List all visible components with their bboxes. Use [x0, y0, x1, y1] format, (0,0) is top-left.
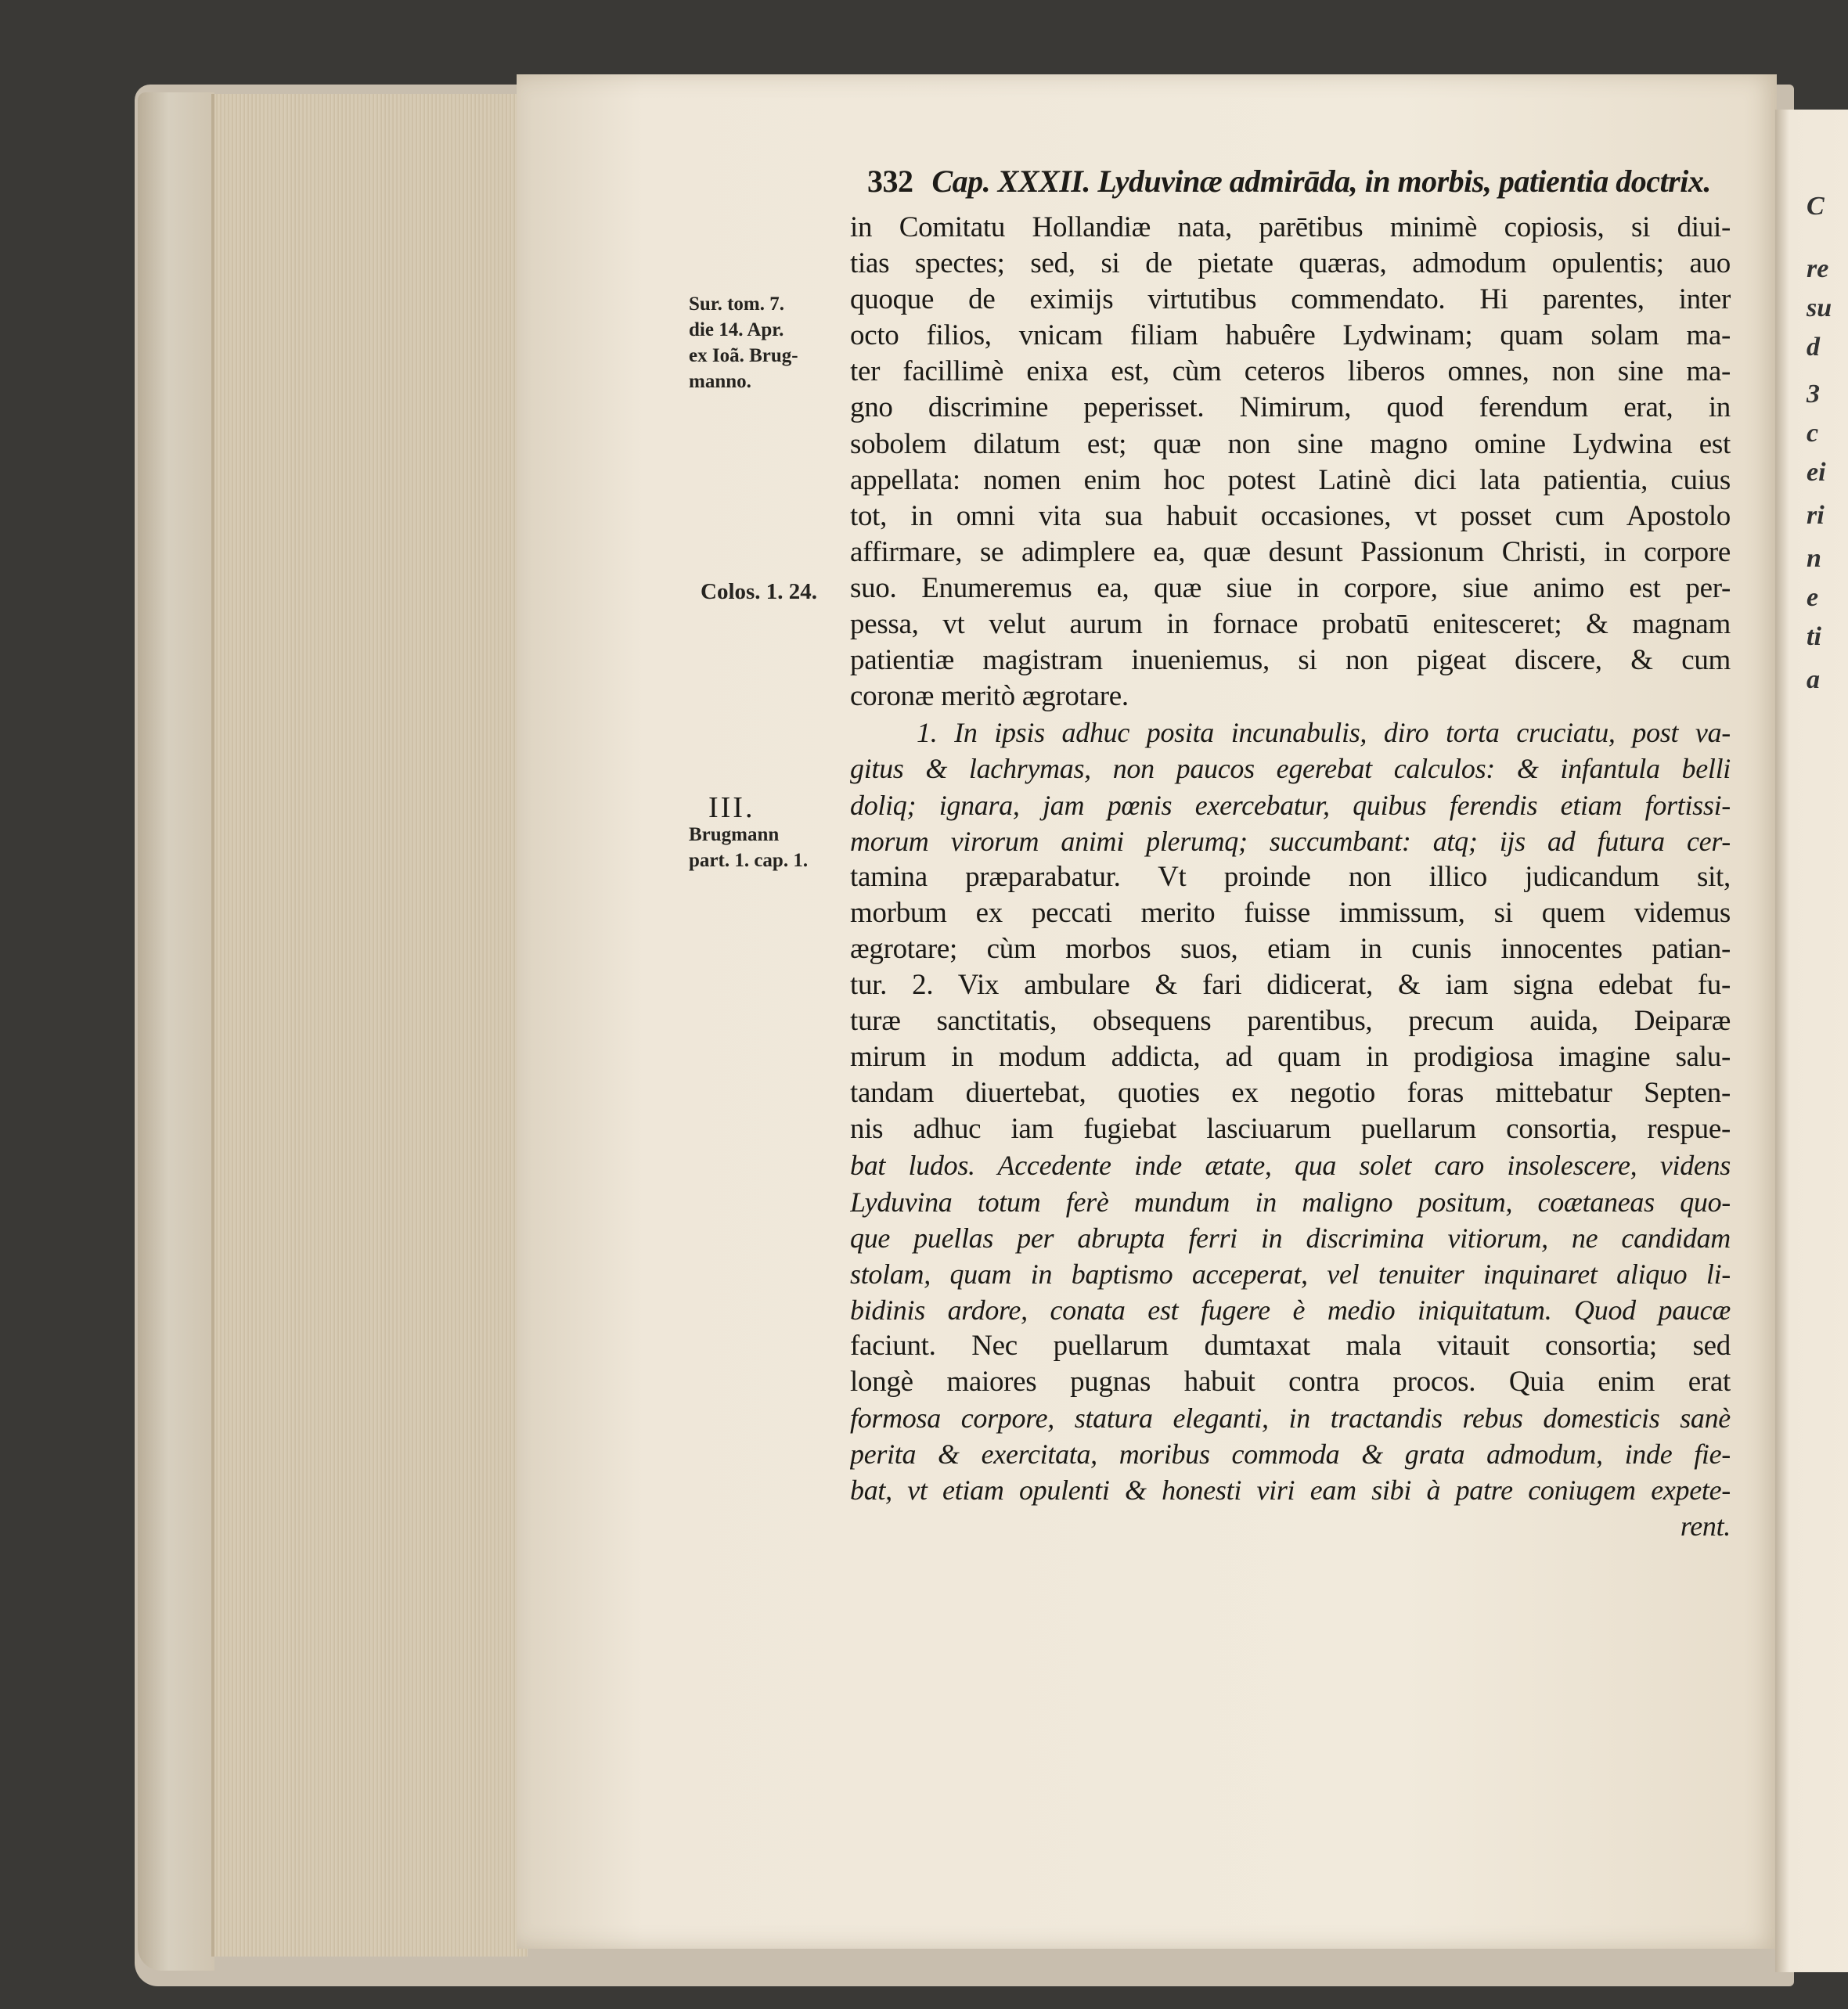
text-line: patientiæ magistram inueniemus, si non pigeat discere, & cum: [850, 644, 1731, 677]
text-line: Lyduvina totum ferè mundum in maligno positum, coætaneas quo-: [850, 1186, 1731, 1218]
text-line: rent.: [1680, 1510, 1731, 1543]
text-line: tamina præparabatur. Vt proinde non illico judicandum sit,: [850, 860, 1731, 893]
page-number: 332: [867, 164, 913, 199]
facing-page-fragment: 3: [1807, 380, 1820, 409]
margin-note-line: Colos. 1. 24.: [701, 579, 818, 604]
margin-note-line: die 14. Apr.: [689, 319, 784, 340]
text-line: nis adhuc iam fugiebat lasciuarum puellarum consortia, respue-: [850, 1113, 1731, 1146]
body-text: [850, 210, 1731, 1544]
text-line: suo. Enumeremus ea, quæ siue in corpore, siue animo est per-: [850, 571, 1731, 604]
text-line: appellata: nomen enim hoc potest Latinè dici lata patientia, cuius: [850, 463, 1731, 496]
page-block-edges: [211, 94, 528, 1957]
text-line: mirum in modum addicta, ad quam in prodigiosa imagine salu-: [850, 1041, 1731, 1074]
text-line: tandam diuertebat, quoties ex negotio foras mittebatur Septen-: [850, 1077, 1731, 1110]
facing-page-fragment: ti: [1807, 622, 1821, 651]
facing-page-fragment: re: [1807, 254, 1829, 283]
running-header: [867, 163, 1736, 200]
text-line: bidinis ardore, conata est fugere è medio iniquitatum. Quod paucæ: [850, 1294, 1731, 1326]
text-line: perita & exercitata, moribus commoda & grata admodum, inde fie-: [850, 1438, 1731, 1471]
margin-note-line: manno.: [689, 371, 751, 392]
text-line: affirmare, se adimplere ea, quæ desunt Passionum Christi, in corpore: [850, 535, 1731, 568]
text-line: sobolem dilatum est; quæ non sine magno omine Lydwina est: [850, 427, 1731, 460]
text-line: formosa corpore, statura eleganti, in tractandis rebus domesticis sanè: [850, 1402, 1731, 1435]
book-cover-edge: [138, 92, 214, 1971]
text-line: bat, vt etiam opulenti & honesti viri eam sibi à patre coniugem expete-: [850, 1474, 1731, 1507]
text-line: 1. In ipsis adhuc posita incunabulis, diro torta cruciatu, post va-: [917, 717, 1731, 749]
text-line: que puellas per abrupta ferri in discrimina vitiorum, ne candidam: [850, 1222, 1731, 1254]
margin-note-colossians: [701, 579, 861, 605]
facing-page-fragment: d: [1807, 333, 1820, 362]
text-line: in Comitatu Hollandiæ nata, parētibus minimè copiosis, si diui-: [850, 211, 1731, 243]
text-line: doliq; ignara, jam pœnis exercebatur, quibus ferendis etiam fortissi-: [850, 789, 1731, 821]
facing-page-fragment: su: [1807, 293, 1832, 322]
text-line: ter facillimè enixa est, cùm ceteros liberos omnes, non sine ma-: [850, 355, 1731, 388]
text-line: morum virorum animi plerumq; succumbant: atq; ijs ad futura cer-: [850, 825, 1731, 857]
text-line: octo filios, vnicam filiam habuêre Lydwinam; quam solam ma-: [850, 319, 1731, 352]
facing-page-fragment: a: [1807, 665, 1820, 694]
facing-page-fragment: ri: [1807, 501, 1825, 530]
text-line: tot, in omni vita sua habuit occasiones, vt posset cum Apostolo: [850, 499, 1731, 532]
text-line: tur. 2. Vix ambulare & fari didicerat, & iam signa edebat fu-: [850, 968, 1731, 1001]
text-line: stolam, quam in baptismo acceperat, vel tenuiter inquinaret aliquo li-: [850, 1258, 1731, 1290]
text-line: turæ sanctitatis, obsequens parentibus, precum auida, Deiparæ: [850, 1005, 1731, 1038]
text-line: longè maiores pugnas habuit contra procos. Quia enim erat: [850, 1366, 1731, 1398]
facing-page-fragment: e: [1807, 583, 1819, 612]
margin-note-line: Sur. tom. 7.: [689, 293, 785, 315]
text-line: pessa, vt velut aurum in fornace probatū enitesceret; & magnam: [850, 608, 1731, 641]
text-line: bat ludos. Accedente inde ætate, qua solet caro insolescere, videns: [850, 1150, 1731, 1182]
chapter-title: Cap. XXXII. Lyduvinæ admirāda, in morbis, patientia doctrix.: [931, 164, 1711, 199]
facing-page-sliver: [1775, 110, 1848, 1972]
text-line: quoque de eximijs virtutibus commendato. Hi parentes, inter: [850, 283, 1731, 316]
text-line: faciunt. Nec puellarum dumtaxat mala vitauit consortia; sed: [850, 1329, 1731, 1362]
facing-page-fragment: c: [1807, 419, 1819, 448]
text-line: gno discrimine peperisset. Nimirum, quod ferendum erat, in: [850, 391, 1731, 424]
text-line: coronæ meritò ægrotare.: [850, 680, 1129, 713]
text-line: tias spectes; sed, si de pietate quæras, admodum opulentis; auo: [850, 247, 1731, 280]
margin-note-line: ex Ioã. Brug-: [689, 345, 798, 366]
margin-note-brugmann: [689, 822, 849, 873]
margin-note-line: part. 1. cap. 1.: [689, 850, 809, 871]
margin-note-surius: [689, 291, 849, 394]
section-numeral: III.: [708, 791, 755, 824]
text-line: morbum ex peccati merito fuisse immissum, si quem videmus: [850, 896, 1731, 929]
facing-page-fragment: n: [1807, 544, 1821, 573]
margin-note-line: Brugmann: [689, 824, 780, 845]
facing-page-fragment: C: [1807, 192, 1825, 221]
text-line: gitus & lachrymas, non paucos egerebat calculos: & infantula belli: [850, 753, 1731, 785]
facing-page-fragment: ei: [1807, 458, 1826, 487]
text-line: ægrotare; cùm morbos suos, etiam in cunis innocentes patian-: [850, 932, 1731, 965]
